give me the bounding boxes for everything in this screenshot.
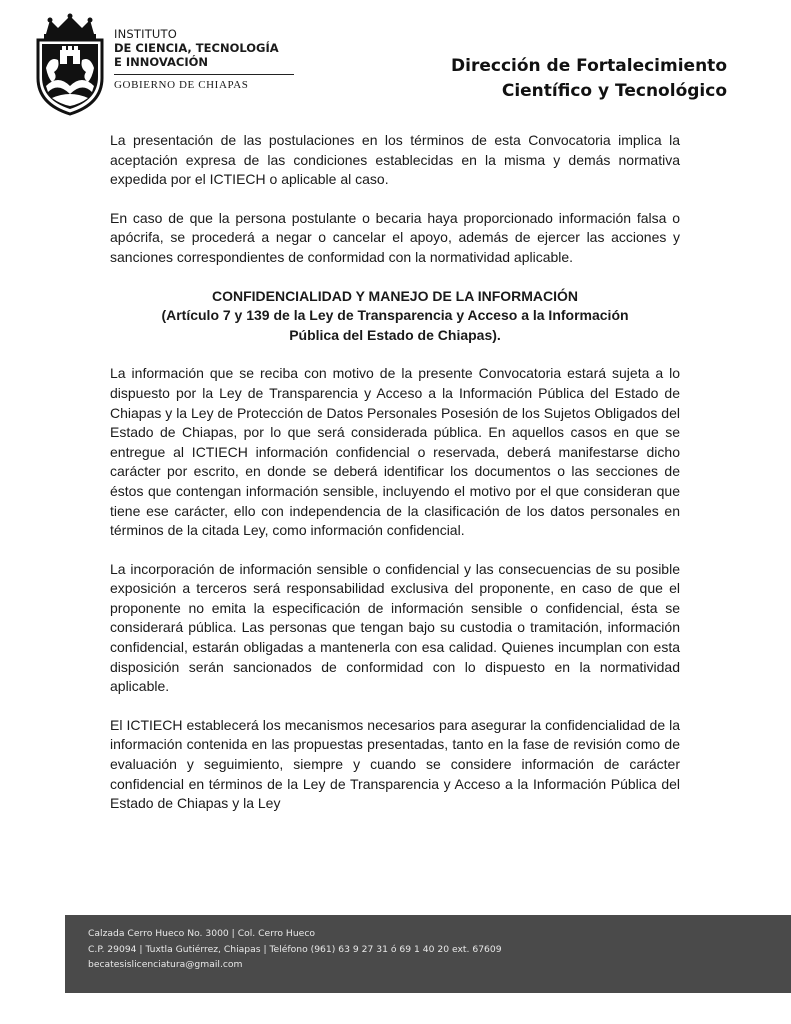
- footer-contact-block: [88, 926, 502, 973]
- paragraph-acceptance: La presentación de las postulaciones en los términos de esta Convocatoria implica la aceptación expresa de las condiciones establecidas en la misma y demás normativa expedida por el ICTIECH o aplicable al caso.: [110, 132, 680, 188]
- institute-divider: [114, 74, 294, 75]
- institute-block: [114, 27, 304, 91]
- heading-line1: CONFIDENCIALIDAD Y MANEJO DE LA INFORMACIÓN: [211, 287, 579, 304]
- page-footer: [65, 915, 791, 993]
- chiapas-seal-logo: [32, 12, 108, 116]
- paragraph-confidentiality-mechanisms: El ICTIECH establecerá los mecanismos necesarios para asegurar la confidencialidad de la información contenida en las propuestas presentadas, tanto en la fase de revisión como de evaluación y seguimiento, siempre y cuando se considere información de carácter confidencial en términos de la Ley de Transparencia y Acceso a la Información Pública del Estado de Chiapas y la Ley: [110, 716, 680, 812]
- page-header: [0, 0, 791, 125]
- direction-title: [451, 54, 727, 104]
- footer-address: Calzada Cerro Hueco No. 3000 | Col. Cerro Hueco: [88, 928, 315, 939]
- institute-line2: DE CIENCIA, TECNOLOGÍA: [114, 41, 279, 55]
- institute-line1: INSTITUTO: [114, 27, 178, 41]
- paragraph-information-handling: La información que se reciba con motivo de la presente Convocatoria estará sujeta a lo dispuesto por la Ley de Transparencia y Acceso a la Información Pública del Estado de Chiapas y la Ley de Protección de Datos Personales Posesión de los Sujetos Obligados del Estado de Chiapas, por lo que será considerada pública. En aquellos casos en que se entregue al ICTIECH información confidencial o reservada, deberá manifestarse dicho carácter por escrito, en donde se deberá identificar los documentos o las secciones de éstos que contengan información sensible, incluyendo el motivo por el que consideran que tiene ese carácter, ello con independencia de la clasificación de los datos personales en términos de la citada Ley, como información confidencial.: [110, 365, 680, 539]
- heading-line3: Pública del Estado de Chiapas).: [289, 326, 501, 343]
- direction-line2: Científico y Tecnológico: [501, 81, 727, 101]
- footer-contact: C.P. 29094 | Tuxtla Gutiérrez, Chiapas | Teléfono (961) 63 9 27 31 ó 69 1 40 20 ext. 67609: [88, 943, 502, 955]
- paragraph-sensitive-information: La incorporación de información sensible o confidencial y las consecuencias de su posible exposición a terceros será responsabilidad exclusiva del proponente, en caso de que el proponente no emita la especificación de información sensible o confidencial, ésta se considerará pública. Las personas que tengan bajo su custodia o tramitación, información confidencial, estarán obligadas a mantenerla con esa calidad. Quienes incumplan con esta disposición serán sancionados de conformidad con lo dispuesto en la normatividad aplicable.: [110, 560, 680, 695]
- direction-line1: Dirección de Fortalecimiento: [451, 56, 727, 76]
- footer-email: becatesislicenciatura@gmail.com: [88, 959, 243, 970]
- institute-line3: E INNOVACIÓN: [114, 55, 208, 69]
- paragraph-false-information: En caso de que la persona postulante o becaria haya proporcionado información falsa o apócrifa, se procederá a negar o cancelar el apoyo, además de ejercer las acciones y sanciones correspondientes de conformidad con la normatividad aplicable.: [110, 209, 680, 265]
- government-label: GOBIERNO DE CHIAPAS: [114, 79, 249, 91]
- document-body: [110, 131, 680, 833]
- heading-line2: (Artículo 7 y 139 de la Ley de Transparencia y Acceso a la Información: [161, 307, 629, 324]
- section-heading-confidentiality: [110, 287, 680, 346]
